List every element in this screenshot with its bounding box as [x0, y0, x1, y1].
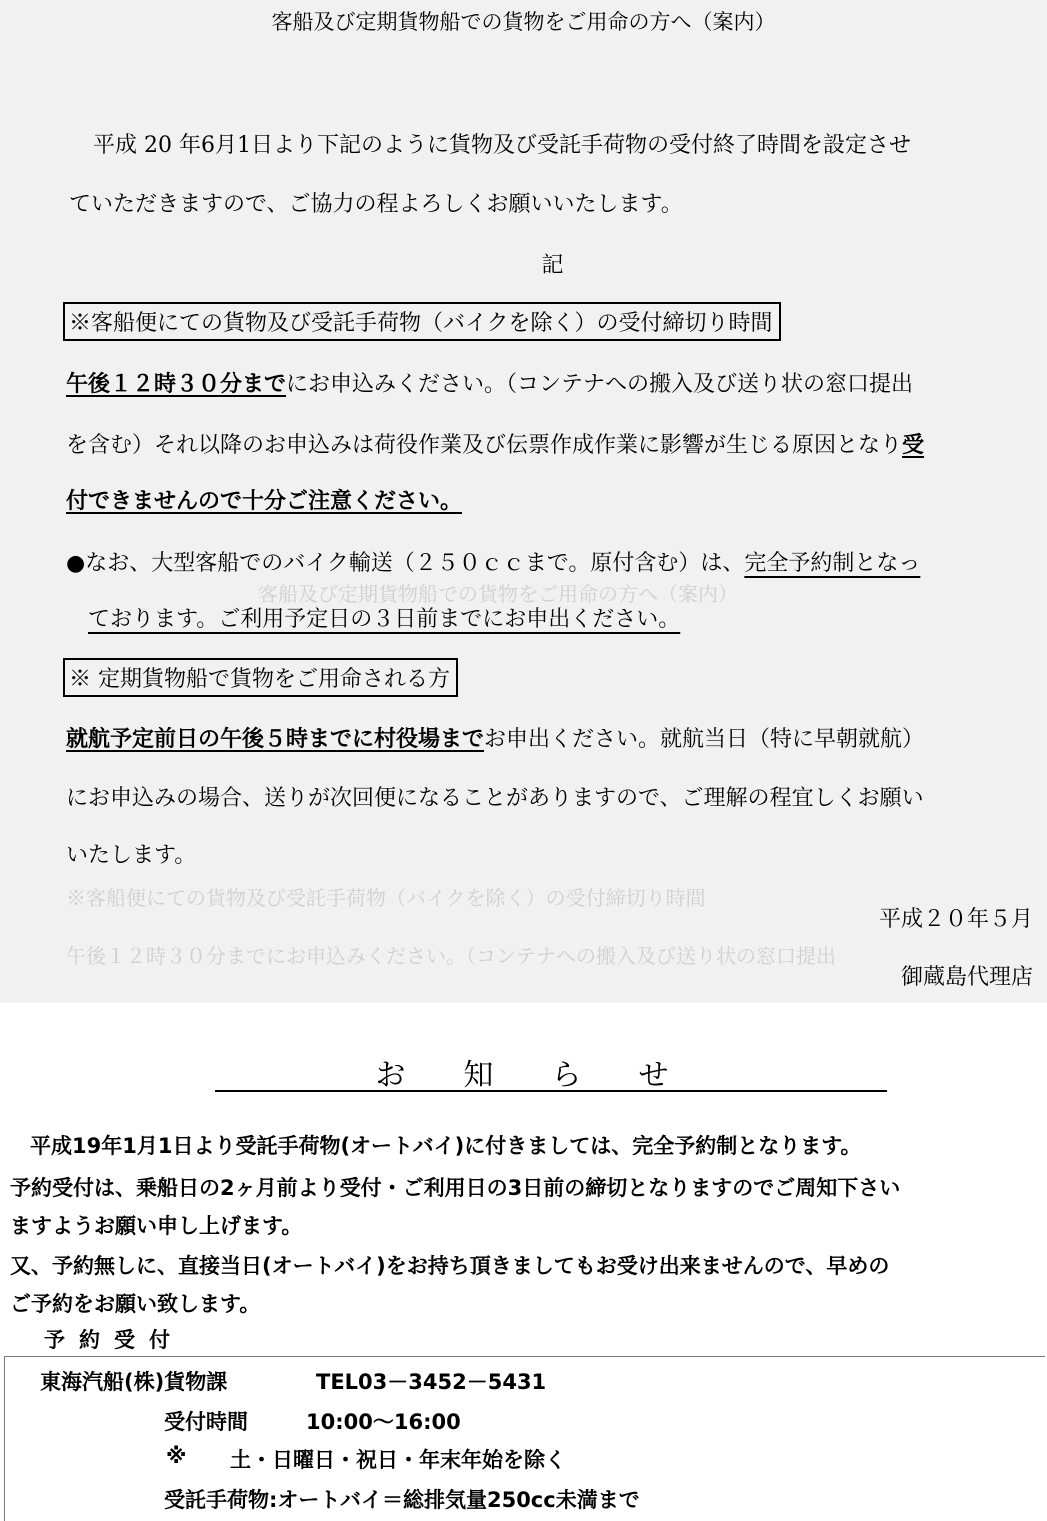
oshirase-underline	[215, 1090, 887, 1092]
bike-line-2	[88, 602, 680, 633]
notice-issuer: 御蔵島代理店	[900, 965, 1033, 990]
reservation-tel: TEL03－3452－5431	[316, 1370, 547, 1394]
reservation-company: 東海汽船(株)貨物課	[40, 1370, 228, 1394]
intro-line-2: ていただきますので、ご協力の程よろしくお願いいたします。	[69, 192, 683, 217]
bleed-through-text: ※客船便にての貨物及び受託手荷物（バイクを除く）の受付締切り時間	[66, 886, 706, 910]
bike-line-1-text: ●なお、大型客船でのバイク輸送（２５０ｃｃまで。原付含む）は、	[66, 551, 745, 576]
oshirase-heading: お知らせ	[375, 1058, 727, 1093]
section2-heading-box: ※ 定期貨物船で貨物をご用命される方	[63, 658, 458, 697]
oshirase-line-2: 予約受付は、乗船日の2ヶ月前より受付・ご利用日の3日前の締切となりますのでご周知下さい	[10, 1176, 901, 1200]
reservation-heading: 予約受付	[44, 1328, 184, 1352]
section1-line-2	[66, 428, 924, 459]
bleed-through-text: 午後１２時３０分までにお申込みください。（コンテナへの搬入及び送り状の窓口提出	[66, 944, 836, 968]
oshirase-line-1: 平成19年1月1日より受託手荷物(オートバイ)に付きましては、完全予約制となります。	[30, 1134, 862, 1158]
closed-note-mark: ※	[166, 1444, 187, 1468]
notice-title: 客船及び定期貨物船での貨物をご用命の方へ（案内）	[271, 10, 776, 34]
section1-line-1	[66, 367, 913, 398]
hours-label: 受付時間	[164, 1410, 248, 1434]
section1-heading-box: ※客船便にての貨物及び受託手荷物（バイクを除く）の受付締切り時間	[63, 302, 781, 341]
section1-line-1-rest: にお申込みください。（コンテナへの搬入及び送り状の窓口提出	[286, 372, 914, 397]
notice-date: 平成２０年５月	[878, 907, 1033, 932]
bike-deadline-note: ております。ご利用予定日の３日前までにお申出ください。	[88, 607, 681, 632]
section2-deadline: 就航予定前日の午後５時までに村役場まで	[66, 726, 485, 752]
section2-line-2: にお申込みの場合、送りが次回便になることがありますので、ご理解の程宜しくお願い	[66, 786, 924, 811]
section1-warning-start: 受	[902, 432, 925, 458]
oshirase-line-4: 又、予約無しに、直接当日(オートバイ)をお持ち頂きましてもお受け出来ませんので、早めの	[10, 1254, 890, 1278]
section1-warning: 付できませんので十分ご注意ください。	[66, 488, 463, 514]
section1-line-2-text: を含む）それ以降のお申込みは荷役作業及び伝票作成作業に影響が生じる原因となり	[66, 433, 903, 458]
section2-line-1	[66, 722, 924, 753]
section2-line-1-rest: お申出ください。就航当日（特に早朝就航）	[484, 727, 925, 752]
oshirase-line-3: ますようお願い申し上げます。	[10, 1214, 303, 1238]
intro-line-1: 平成 20 年6月1日より下記のように貨物及び受託手荷物の受付終了時間を設定させ	[93, 133, 911, 158]
bike-reservation-required: 完全予約制となっ	[744, 551, 921, 576]
bike-line-1	[66, 546, 920, 577]
oshirase-line-5: ご予約をお願い致します。	[10, 1292, 261, 1316]
luggage-limit: 受託手荷物:オートバイ＝総排気量250cc未満まで	[164, 1488, 640, 1512]
closed-note: 土・日曜日・祝日・年末年始を除く	[230, 1448, 566, 1472]
bleed-through-text: 客船及び定期貨物船での貨物をご用命の方へ（案内）	[258, 582, 738, 606]
ki-mark: 記	[541, 253, 564, 278]
section1-line-3	[66, 484, 462, 515]
hours-value: 10:00～16:00	[306, 1410, 461, 1434]
section2-line-3: いたします。	[66, 843, 197, 868]
section1-deadline: 午後１２時３０分まで	[66, 371, 287, 397]
